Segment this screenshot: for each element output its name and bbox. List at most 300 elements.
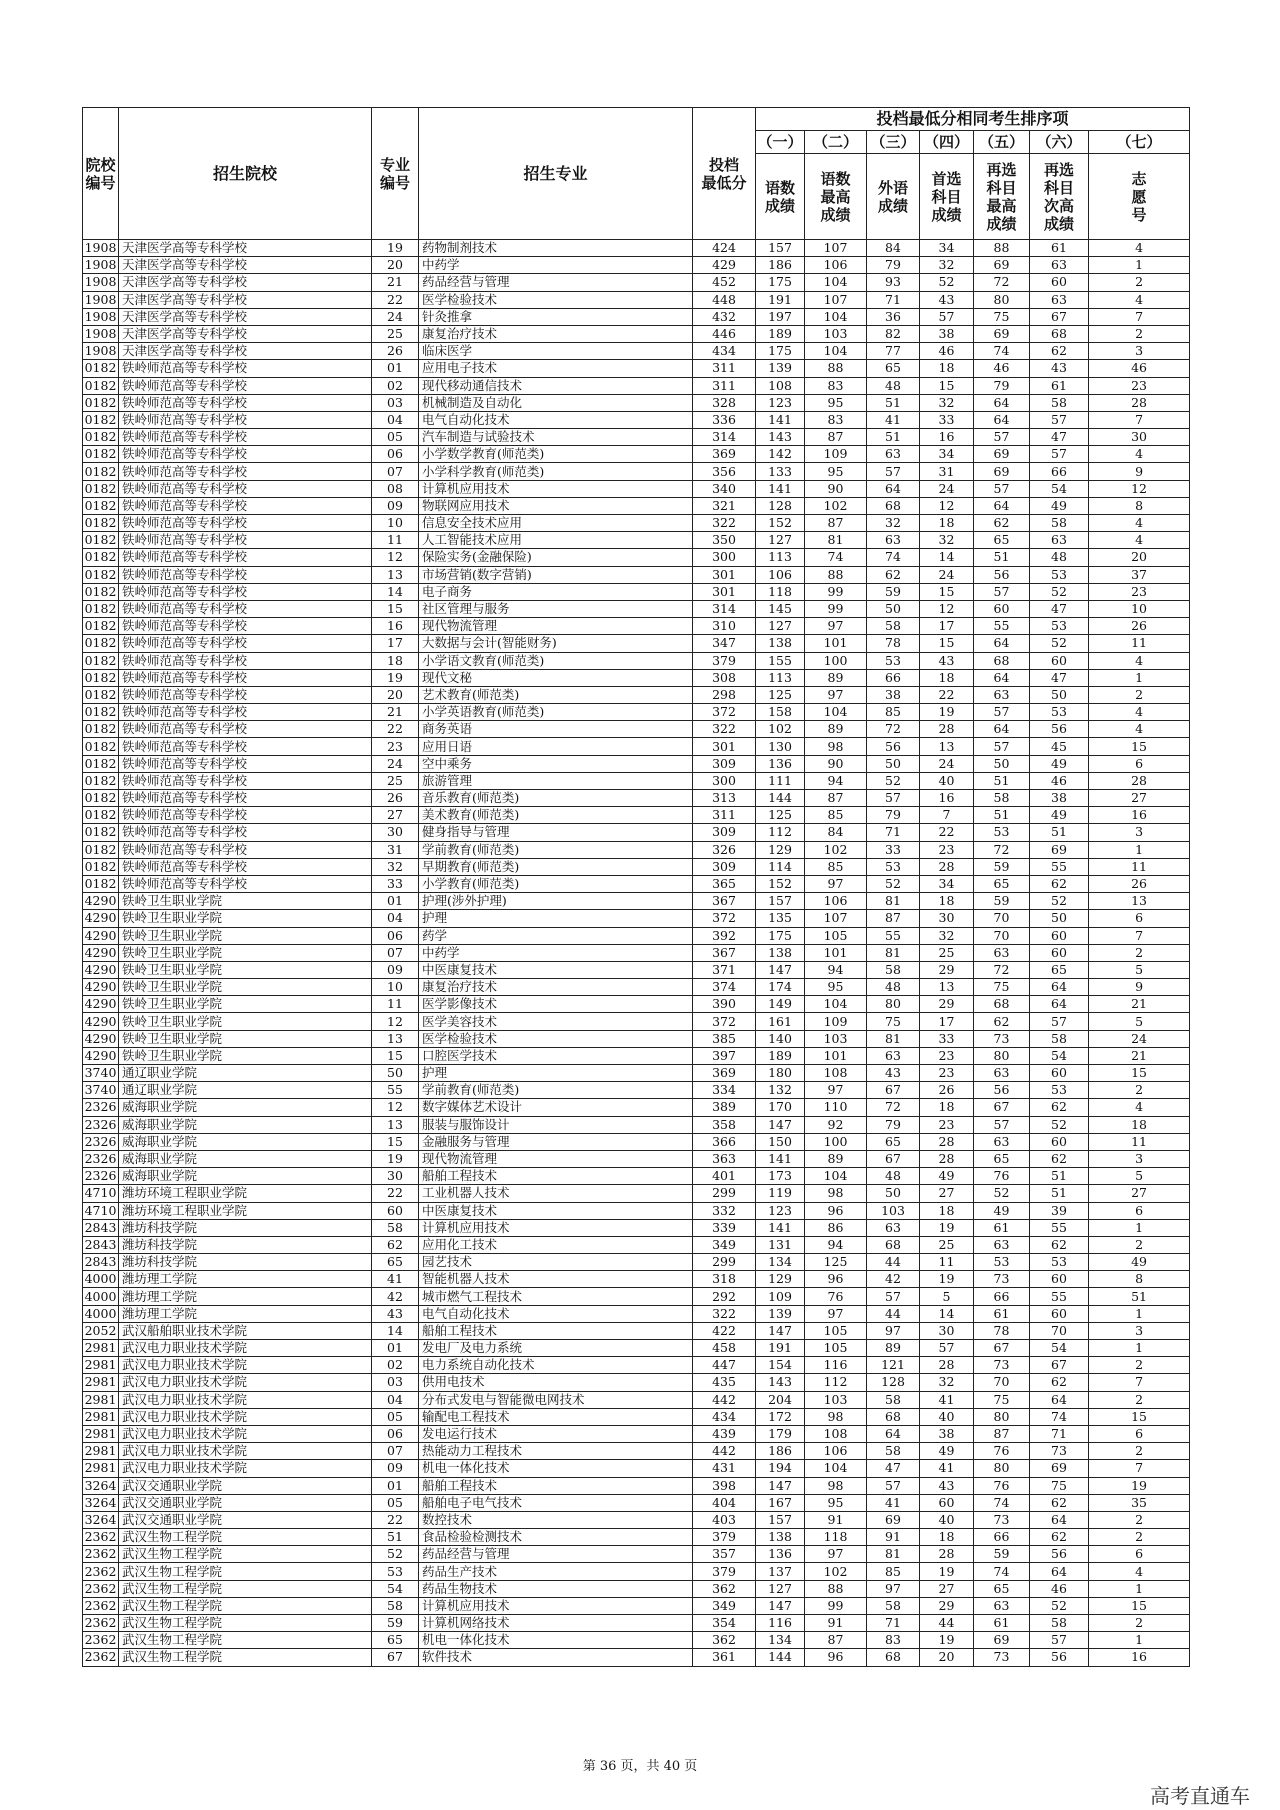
major-name: 输配电工程技术: [419, 1408, 693, 1425]
score-reselect-max: 73: [974, 1271, 1030, 1288]
school-code: 0182: [83, 824, 119, 841]
major-code: 22: [372, 721, 419, 738]
school-code: 0182: [83, 772, 119, 789]
score-reselect-second: 64: [1030, 1511, 1089, 1528]
score-first-subject: 32: [920, 1374, 974, 1391]
school-name: 铁岭师范高等专科学校: [119, 566, 372, 583]
score-chinese-math: 157: [756, 1511, 805, 1528]
score-chinese-math: 141: [756, 411, 805, 428]
score-reselect-second: 62: [1030, 1529, 1089, 1546]
major-code: 50: [372, 1065, 419, 1082]
choice-number: 10: [1089, 600, 1190, 617]
score-chinese-math: 143: [756, 1374, 805, 1391]
major-name: 城市燃气工程技术: [419, 1288, 693, 1305]
admission-score-table: [82, 107, 1190, 1667]
school-name: 武汉电力职业技术学院: [119, 1391, 372, 1408]
score-foreign-language: 75: [867, 1013, 920, 1030]
major-code: 02: [372, 377, 419, 394]
score-reselect-max: 56: [974, 566, 1030, 583]
choice-number: 4: [1089, 721, 1190, 738]
table-row: [83, 377, 1190, 394]
choice-number: 9: [1089, 463, 1190, 480]
score-reselect-second: 47: [1030, 600, 1089, 617]
score-reselect-max: 72: [974, 274, 1030, 291]
major-code: 20: [372, 257, 419, 274]
min-score: 390: [693, 996, 756, 1013]
score-chinese-math: 152: [756, 515, 805, 532]
table-row: [83, 1511, 1190, 1528]
major-name: 电气自动化技术: [419, 411, 693, 428]
score-foreign-language: 72: [867, 721, 920, 738]
score-first-subject: 52: [920, 274, 974, 291]
score-reselect-second: 39: [1030, 1202, 1089, 1219]
major-code: 06: [372, 927, 419, 944]
major-code: 11: [372, 532, 419, 549]
school-name: 潍坊科技学院: [119, 1236, 372, 1253]
school-name: 武汉电力职业技术学院: [119, 1374, 372, 1391]
table-row: [83, 480, 1190, 497]
score-chinese-math: 111: [756, 772, 805, 789]
choice-number: 2: [1089, 1082, 1190, 1099]
school-code: 1908: [83, 240, 119, 257]
table-row: [83, 1013, 1190, 1030]
score-foreign-language: 93: [867, 274, 920, 291]
major-code: 22: [372, 1185, 419, 1202]
school-code: 0182: [83, 429, 119, 446]
school-code: 2326: [83, 1099, 119, 1116]
table-row: [83, 394, 1190, 411]
major-name: 分布式发电与智能微电网技术: [419, 1391, 693, 1408]
score-reselect-second: 52: [1030, 635, 1089, 652]
table-row: [83, 996, 1190, 1013]
score-reselect-max: 64: [974, 411, 1030, 428]
table-row: [83, 240, 1190, 257]
score-reselect-second: 64: [1030, 1563, 1089, 1580]
table-row: [83, 1288, 1190, 1305]
score-first-subject: 28: [920, 1133, 974, 1150]
score-chinese-math-max: 103: [805, 325, 867, 342]
score-foreign-language: 48: [867, 979, 920, 996]
school-code: 0182: [83, 807, 119, 824]
min-score: 392: [693, 927, 756, 944]
school-code: 0182: [83, 446, 119, 463]
score-foreign-language: 71: [867, 1615, 920, 1632]
choice-number: 6: [1089, 1425, 1190, 1442]
min-score: 310: [693, 618, 756, 635]
school-code: 2362: [83, 1546, 119, 1563]
score-chinese-math-max: 83: [805, 411, 867, 428]
school-name: 铁岭师范高等专科学校: [119, 549, 372, 566]
school-code: 2981: [83, 1425, 119, 1442]
school-name: 铁岭师范高等专科学校: [119, 480, 372, 497]
school-code: 0182: [83, 686, 119, 703]
score-foreign-language: 41: [867, 411, 920, 428]
score-foreign-language: 48: [867, 1168, 920, 1185]
score-chinese-math: 123: [756, 394, 805, 411]
score-foreign-language: 97: [867, 1322, 920, 1339]
major-code: 01: [372, 893, 419, 910]
score-chinese-math-max: 102: [805, 497, 867, 514]
school-name: 铁岭卫生职业学院: [119, 1013, 372, 1030]
score-chinese-math-max: 112: [805, 1374, 867, 1391]
score-reselect-second: 47: [1030, 669, 1089, 686]
school-code: 2362: [83, 1597, 119, 1614]
school-name: 铁岭师范高等专科学校: [119, 669, 372, 686]
score-first-subject: 28: [920, 1150, 974, 1167]
score-chinese-math-max: 107: [805, 291, 867, 308]
min-score: 446: [693, 325, 756, 342]
score-reselect-second: 58: [1030, 515, 1089, 532]
major-name: 学前教育(师范类): [419, 1082, 693, 1099]
score-reselect-max: 70: [974, 1374, 1030, 1391]
score-chinese-math: 174: [756, 979, 805, 996]
score-chinese-math: 135: [756, 910, 805, 927]
score-reselect-max: 62: [974, 515, 1030, 532]
table-row: [83, 1168, 1190, 1185]
min-score: 372: [693, 704, 756, 721]
school-code: 2981: [83, 1443, 119, 1460]
score-first-subject: 19: [920, 1271, 974, 1288]
score-reselect-max: 75: [974, 979, 1030, 996]
school-code: 4290: [83, 961, 119, 978]
school-name: 潍坊理工学院: [119, 1271, 372, 1288]
min-score: 367: [693, 893, 756, 910]
table-row: [83, 1150, 1190, 1167]
school-code: 4290: [83, 944, 119, 961]
major-name: 现代移动通信技术: [419, 377, 693, 394]
min-score: 301: [693, 583, 756, 600]
choice-number: 20: [1089, 549, 1190, 566]
major-name: 药品生产技术: [419, 1563, 693, 1580]
school-code: 3740: [83, 1082, 119, 1099]
score-reselect-max: 69: [974, 1632, 1030, 1649]
min-score: 300: [693, 549, 756, 566]
major-name: 应用电子技术: [419, 360, 693, 377]
score-foreign-language: 68: [867, 1236, 920, 1253]
score-reselect-max: 69: [974, 463, 1030, 480]
major-code: 30: [372, 1168, 419, 1185]
school-code: 2843: [83, 1236, 119, 1253]
school-name: 铁岭卫生职业学院: [119, 1030, 372, 1047]
major-name: 美术教育(师范类): [419, 807, 693, 824]
min-score: 442: [693, 1443, 756, 1460]
school-name: 武汉生物工程学院: [119, 1580, 372, 1597]
score-reselect-second: 52: [1030, 1116, 1089, 1133]
score-reselect-second: 43: [1030, 360, 1089, 377]
choice-number: 2: [1089, 274, 1190, 291]
score-chinese-math: 204: [756, 1391, 805, 1408]
school-name: 天津医学高等专科学校: [119, 257, 372, 274]
score-reselect-second: 64: [1030, 996, 1089, 1013]
score-chinese-math-max: 101: [805, 1047, 867, 1064]
school-name: 武汉电力职业技术学院: [119, 1443, 372, 1460]
table-row: [83, 1563, 1190, 1580]
score-first-subject: 23: [920, 1116, 974, 1133]
score-foreign-language: 91: [867, 1529, 920, 1546]
score-foreign-language: 57: [867, 1477, 920, 1494]
score-chinese-math: 102: [756, 721, 805, 738]
score-first-subject: 28: [920, 1357, 974, 1374]
school-name: 天津医学高等专科学校: [119, 343, 372, 360]
table-row: [83, 824, 1190, 841]
choice-number: 4: [1089, 652, 1190, 669]
score-chinese-math-max: 102: [805, 841, 867, 858]
score-reselect-max: 80: [974, 1408, 1030, 1425]
major-code: 04: [372, 910, 419, 927]
header-sub-label: 语数 成绩: [756, 154, 805, 240]
choice-number: 3: [1089, 1150, 1190, 1167]
school-name: 铁岭师范高等专科学校: [119, 394, 372, 411]
min-score: 422: [693, 1322, 756, 1339]
score-foreign-language: 57: [867, 463, 920, 480]
min-score: 349: [693, 1597, 756, 1614]
major-name: 计算机应用技术: [419, 1597, 693, 1614]
major-code: 33: [372, 875, 419, 892]
major-name: 中药学: [419, 944, 693, 961]
major-code: 17: [372, 635, 419, 652]
score-first-subject: 49: [920, 1443, 974, 1460]
table-row: [83, 1443, 1190, 1460]
score-first-subject: 32: [920, 532, 974, 549]
school-name: 通辽职业学院: [119, 1082, 372, 1099]
score-reselect-second: 66: [1030, 463, 1089, 480]
major-code: 19: [372, 240, 419, 257]
score-reselect-max: 52: [974, 1185, 1030, 1202]
score-chinese-math-max: 97: [805, 875, 867, 892]
major-name: 小学科学教育(师范类): [419, 463, 693, 480]
min-score: 434: [693, 343, 756, 360]
score-chinese-math: 130: [756, 738, 805, 755]
score-foreign-language: 63: [867, 1047, 920, 1064]
school-code: 0182: [83, 532, 119, 549]
score-foreign-language: 89: [867, 1340, 920, 1357]
min-score: 298: [693, 686, 756, 703]
score-first-subject: 43: [920, 291, 974, 308]
min-score: 439: [693, 1425, 756, 1442]
table-row: [83, 979, 1190, 996]
score-chinese-math-max: 106: [805, 257, 867, 274]
score-chinese-math: 129: [756, 1271, 805, 1288]
score-first-subject: 19: [920, 1632, 974, 1649]
score-chinese-math-max: 109: [805, 1013, 867, 1030]
major-name: 小学英语教育(师范类): [419, 704, 693, 721]
score-chinese-math: 139: [756, 360, 805, 377]
major-name: 应用化工技术: [419, 1236, 693, 1253]
major-name: 应用日语: [419, 738, 693, 755]
score-reselect-second: 60: [1030, 1065, 1089, 1082]
score-first-subject: 27: [920, 1580, 974, 1597]
header-sub-number: （一）: [756, 131, 805, 154]
score-reselect-second: 58: [1030, 1615, 1089, 1632]
school-name: 铁岭师范高等专科学校: [119, 858, 372, 875]
choice-number: 5: [1089, 961, 1190, 978]
score-reselect-max: 74: [974, 343, 1030, 360]
score-first-subject: 16: [920, 429, 974, 446]
school-name: 铁岭师范高等专科学校: [119, 875, 372, 892]
school-name: 铁岭师范高等专科学校: [119, 600, 372, 617]
score-reselect-second: 55: [1030, 1288, 1089, 1305]
score-first-subject: 17: [920, 1013, 974, 1030]
school-code: 0182: [83, 497, 119, 514]
school-name: 铁岭师范高等专科学校: [119, 824, 372, 841]
score-chinese-math: 123: [756, 1202, 805, 1219]
score-reselect-second: 63: [1030, 532, 1089, 549]
score-foreign-language: 63: [867, 532, 920, 549]
score-chinese-math: 113: [756, 669, 805, 686]
table-row: [83, 291, 1190, 308]
score-first-subject: 33: [920, 411, 974, 428]
score-chinese-math: 150: [756, 1133, 805, 1150]
table-row: [83, 1254, 1190, 1271]
major-name: 中医康复技术: [419, 1202, 693, 1219]
score-chinese-math-max: 97: [805, 618, 867, 635]
score-chinese-math: 147: [756, 961, 805, 978]
min-score: 362: [693, 1580, 756, 1597]
school-name: 武汉生物工程学院: [119, 1632, 372, 1649]
school-code: 0182: [83, 652, 119, 669]
major-code: 12: [372, 549, 419, 566]
table-row: [83, 1065, 1190, 1082]
major-code: 01: [372, 1340, 419, 1357]
min-score: 431: [693, 1460, 756, 1477]
score-reselect-second: 60: [1030, 927, 1089, 944]
table-row: [83, 1030, 1190, 1047]
table-row: [83, 875, 1190, 892]
min-score: 322: [693, 1305, 756, 1322]
major-code: 03: [372, 394, 419, 411]
score-first-subject: 17: [920, 618, 974, 635]
score-reselect-second: 62: [1030, 1236, 1089, 1253]
score-first-subject: 28: [920, 721, 974, 738]
min-score: 397: [693, 1047, 756, 1064]
major-code: 59: [372, 1615, 419, 1632]
score-chinese-math: 127: [756, 618, 805, 635]
school-name: 威海职业学院: [119, 1168, 372, 1185]
major-name: 服装与服饰设计: [419, 1116, 693, 1133]
school-name: 铁岭师范高等专科学校: [119, 790, 372, 807]
school-code: 4290: [83, 927, 119, 944]
score-chinese-math: 157: [756, 893, 805, 910]
score-chinese-math: 133: [756, 463, 805, 480]
header-sub-number: （三）: [867, 131, 920, 154]
choice-number: 4: [1089, 291, 1190, 308]
min-score: 372: [693, 910, 756, 927]
score-reselect-max: 64: [974, 394, 1030, 411]
school-code: 2981: [83, 1460, 119, 1477]
score-chinese-math-max: 125: [805, 1254, 867, 1271]
score-reselect-second: 71: [1030, 1425, 1089, 1442]
choice-number: 1: [1089, 257, 1190, 274]
score-first-subject: 16: [920, 790, 974, 807]
school-code: 2362: [83, 1563, 119, 1580]
score-chinese-math: 131: [756, 1236, 805, 1253]
score-reselect-max: 59: [974, 893, 1030, 910]
choice-number: 15: [1089, 1597, 1190, 1614]
score-chinese-math-max: 87: [805, 1632, 867, 1649]
choice-number: 24: [1089, 1030, 1190, 1047]
score-reselect-second: 56: [1030, 721, 1089, 738]
table-row: [83, 1202, 1190, 1219]
school-name: 潍坊环境工程职业学院: [119, 1185, 372, 1202]
major-code: 43: [372, 1305, 419, 1322]
choice-number: 7: [1089, 1374, 1190, 1391]
table-row: [83, 772, 1190, 789]
min-score: 404: [693, 1494, 756, 1511]
score-reselect-second: 55: [1030, 858, 1089, 875]
choice-number: 30: [1089, 429, 1190, 446]
score-chinese-math-max: 87: [805, 790, 867, 807]
school-code: 2362: [83, 1649, 119, 1666]
score-reselect-max: 64: [974, 497, 1030, 514]
score-reselect-max: 80: [974, 1460, 1030, 1477]
score-chinese-math-max: 99: [805, 1597, 867, 1614]
score-chinese-math-max: 88: [805, 1580, 867, 1597]
header-sub-label: 再选 科目 次高 成绩: [1030, 154, 1089, 240]
score-first-subject: 23: [920, 1047, 974, 1064]
score-chinese-math: 186: [756, 257, 805, 274]
school-name: 武汉生物工程学院: [119, 1546, 372, 1563]
choice-number: 37: [1089, 566, 1190, 583]
score-first-subject: 57: [920, 308, 974, 325]
major-name: 药物制剂技术: [419, 240, 693, 257]
score-reselect-max: 65: [974, 875, 1030, 892]
score-foreign-language: 58: [867, 961, 920, 978]
score-first-subject: 24: [920, 755, 974, 772]
school-name: 铁岭师范高等专科学校: [119, 652, 372, 669]
school-code: 1908: [83, 343, 119, 360]
score-first-subject: 31: [920, 463, 974, 480]
score-chinese-math: 138: [756, 635, 805, 652]
choice-number: 2: [1089, 325, 1190, 342]
school-name: 潍坊理工学院: [119, 1288, 372, 1305]
min-score: 379: [693, 1529, 756, 1546]
table-body: [83, 240, 1190, 1667]
score-reselect-second: 54: [1030, 480, 1089, 497]
score-chinese-math-max: 92: [805, 1116, 867, 1133]
school-name: 武汉交通职业学院: [119, 1494, 372, 1511]
score-chinese-math-max: 96: [805, 1271, 867, 1288]
score-reselect-max: 57: [974, 738, 1030, 755]
major-code: 58: [372, 1219, 419, 1236]
score-chinese-math: 149: [756, 996, 805, 1013]
min-score: 385: [693, 1030, 756, 1047]
min-score: 309: [693, 858, 756, 875]
score-chinese-math: 127: [756, 532, 805, 549]
score-foreign-language: 51: [867, 394, 920, 411]
score-reselect-second: 61: [1030, 240, 1089, 257]
table-row: [83, 738, 1190, 755]
school-code: 0182: [83, 790, 119, 807]
major-code: 07: [372, 944, 419, 961]
score-reselect-second: 73: [1030, 1443, 1089, 1460]
min-score: 311: [693, 807, 756, 824]
school-name: 武汉交通职业学院: [119, 1511, 372, 1528]
school-code: 2362: [83, 1632, 119, 1649]
major-code: 09: [372, 961, 419, 978]
table-row: [83, 1615, 1190, 1632]
score-first-subject: 43: [920, 1477, 974, 1494]
school-name: 铁岭师范高等专科学校: [119, 704, 372, 721]
score-chinese-math: 109: [756, 1288, 805, 1305]
score-first-subject: 19: [920, 704, 974, 721]
major-code: 30: [372, 824, 419, 841]
school-name: 潍坊理工学院: [119, 1305, 372, 1322]
score-reselect-second: 52: [1030, 1597, 1089, 1614]
choice-number: 28: [1089, 772, 1190, 789]
major-code: 65: [372, 1254, 419, 1271]
major-code: 21: [372, 704, 419, 721]
major-name: 小学语文教育(师范类): [419, 652, 693, 669]
